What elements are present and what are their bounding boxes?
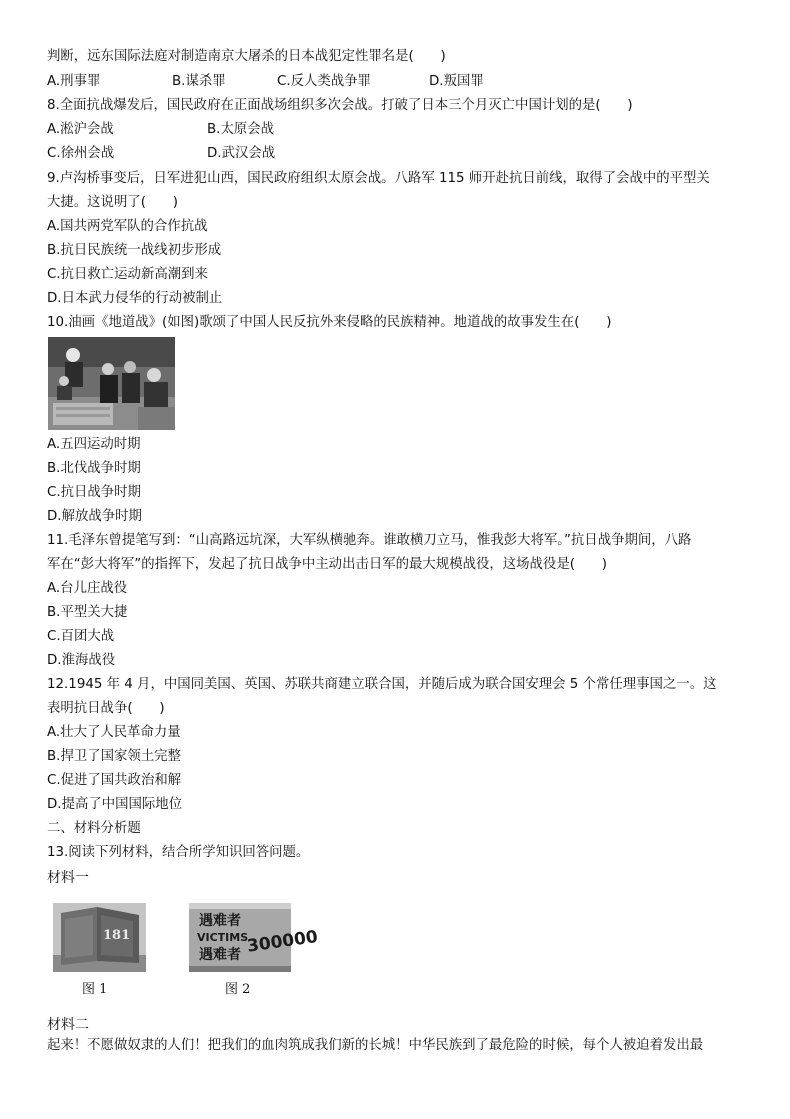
option-a: A.淞沪会战 [47,122,114,137]
question-12-option-c: C.促进了国共政治和解 [47,773,182,788]
question-13-stem: 13.阅读下列材料，结合所学知识回答问题。 [47,845,310,860]
option-c: C.徐州会战 [47,146,115,161]
figure-2-caption: 图 2 [225,982,251,997]
question-intro-options [47,73,484,91]
question-9-option-d: D.日本武力侵华的行动被制止 [47,291,223,306]
question-9-option-a: A.国共两党军队的合作抗战 [47,219,208,234]
question-8-options-row2 [47,145,275,163]
question-intro-stem: 判断，远东国际法庭对制造南京大屠杀的日本战犯定性罪名是( ) [47,49,446,64]
question-12-stem-line2: 表明抗日战争( ) [47,701,165,716]
question-11-stem-line1: 11.毛泽东曾提笔写到：“山高路远坑深，大军纵横驰奔。谁敢横刀立马，惟我彭大将军。”抗日战争期间，八路 [47,533,692,548]
question-8-options-row1 [47,121,274,139]
option-a: A.刑事罪 [47,74,101,89]
option-d: D.叛国罪 [429,74,484,89]
figure-1-monument-graphic [53,903,146,972]
figure-2-text-bottom: 遇难者 [199,947,241,963]
question-9-option-b: B.抗日民族统一战线初步形成 [47,243,222,258]
question-10-option-b: B.北伐战争时期 [47,461,141,476]
figure-1-monument-number: 181 [103,928,131,943]
material-2-text: 起来！不愿做奴隶的人们！把我们的血肉筑成我们新的长城！中华民族到了最危险的时候，每个人被迫着发出最 [47,1038,704,1053]
material-2-label: 材料二 [47,1017,89,1033]
question-10-option-c: C.抗日战争时期 [47,485,141,500]
question-11-option-c: C.百团大战 [47,629,115,644]
question-9-stem-line1: 9.卢沟桥事变后，日军进犯山西，国民政府组织太原会战。八路军 115 师开赴抗日前线，取得了会战中的平型关 [47,171,710,186]
question-10-option-a: A.五四运动时期 [47,437,141,452]
question-12-option-b: B.捍卫了国家领土完整 [47,749,181,764]
option-b: B.谋杀罪 [172,74,226,89]
question-11-option-a: A.台儿庄战役 [47,581,128,596]
option-d: D.武汉会战 [207,146,276,161]
question-12-option-a: A.壮大了人民革命力量 [47,725,181,740]
figure-2-victims-wall-image [189,903,320,972]
figure-2-number: 300000 [245,926,320,957]
option-c: C.反人类战争罪 [277,74,371,89]
question-9-stem-line2: 大捷。这说明了( ) [47,195,178,210]
figure-2-text-victims: VICTIMS [197,931,249,944]
section-2-heading: 二、材料分析题 [47,821,141,836]
option-b: B.太原会战 [207,122,275,137]
figure-1-monument-image [53,903,146,972]
question-8-stem: 8.全面抗战爆发后，国民政府在正面战场组织多次会战。打破了日本三个月灭亡中国计划的是( ) [47,98,633,113]
question-12-option-d: D.提高了中国国际地位 [47,797,183,812]
figure-2-victims-wall-graphic [189,903,320,972]
figure-1-caption: 图 1 [82,982,108,997]
tunnel-war-painting-image [48,337,175,430]
question-11-option-b: B.平型关大捷 [47,605,128,620]
question-9-option-c: C.抗日救亡运动新高潮到来 [47,267,208,282]
question-10-option-d: D.解放战争时期 [47,509,142,524]
question-12-stem-line1: 12.1945 年 4 月，中国同美国、英国、苏联共商建立联合国，并随后成为联合国安理会 5 个常任理事国之一。这 [47,677,717,692]
question-10-stem: 10.油画《地道战》(如图)歌颂了中国人民反抗外来侵略的民族精神。地道战的故事发生在( ) [47,315,612,330]
tunnel-war-painting-graphic [48,337,175,430]
figure-2-text-top: 遇难者 [199,913,241,929]
material-1-label: 材料一 [47,870,89,886]
question-11-option-d: D.淮海战役 [47,653,116,668]
question-11-stem-line2: 军在“彭大将军”的指挥下，发起了抗日战争中主动出击日军的最大规模战役，这场战役是( ) [47,557,607,572]
